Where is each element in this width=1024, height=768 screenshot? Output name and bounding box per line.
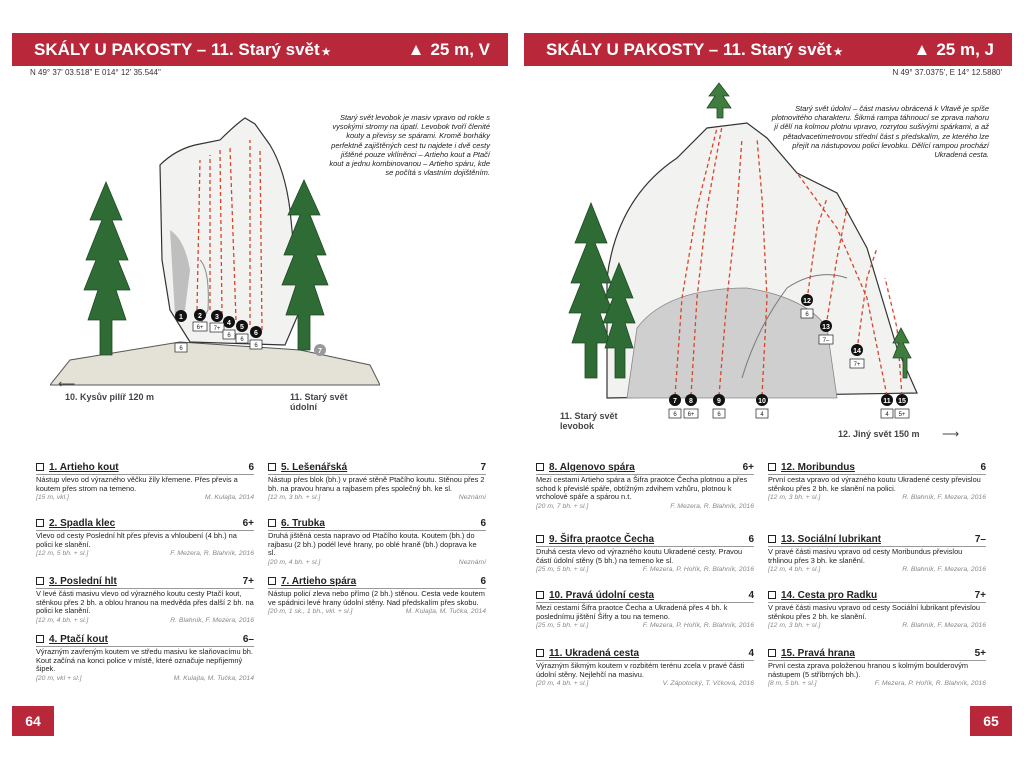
right-grade-box: 7– [822,338,830,344]
left-grade-box: 6 [254,343,258,349]
route-item: 5. Lešenářská 7 Nástup přes blok (bh.) v pravé stěně Ptačího koutu. Stěnou přes 2 bh. na pravou hranu a rajbasem přes společný bh. ke sl. [12 m, 3 bh. + sl.] Neznámí [268,462,486,502]
route-item: 1. Artieho kout 6 Nástup vlevo od výrazného věčku žíly křemene. Přes převis a koutem přes strom na temeno. [15 m, vkl.] M. Kulajta, 2014 [36,462,254,502]
right-coords: N 49° 37.0375', E 14° 12.5880' [892,68,1002,77]
right-page [512,0,1024,768]
arrow-right-icon: ⟶ [942,427,960,441]
checkbox-icon [36,463,44,471]
checkbox-icon [36,577,44,585]
checkbox-icon [768,591,776,599]
right-label-left: 11. Starý svět levobok [560,411,618,431]
left-grade-box: 6 [240,337,244,343]
left-grade-box: 7+ [213,326,221,332]
route-item: 7. Artieho spára 6 Nástup policí zleva nebo přímo (2 bh.) stěnou. Cesta vede koutem ve spádnici levé hrany údolní stěny. Nad předskalím přes skobu. [20 m, 1 sk., 1 bh., vkl. + sl.] M. Kulajta, M. Tučka, 2014 [268,576,486,616]
left-header [12,33,508,66]
route-item: 6. Trubka 6 Druhá jištěná cesta napravo od Ptačího kouta. Koutem (bh.) do rajbasu (2 bh.) podél levé hrany, po oblé hraně (bh.) doprava ke sl. [20 m, 4 bh. + sl.] Neznámí [268,518,486,566]
left-grade-box: 6+ [196,325,204,331]
right-route-marker: 10 [758,398,766,405]
checkbox-icon [268,519,276,527]
left-label-valley: 11. Starý svět údolní [290,392,348,412]
right-route-marker: 9 [717,398,721,405]
left-route-marker: 1 [179,314,183,321]
right-route-marker: 14 [853,348,861,355]
left-route-marker: 5 [240,324,244,331]
left-coords: N 49° 37' 03.518" E 014° 12' 35.544" [30,68,161,77]
right-route-marker: 12 [803,298,811,305]
right-grade-box: 7+ [853,362,861,368]
route-item: 15. Pravá hrana 5+ První cesta zprava položenou hranou s kolmým boulderovým nástupem (5 stříbrných bh.). [8 m, 5 bh. + sl.] F. Mezera, P. Hořík, R. Blahník, 2016 [768,648,986,688]
checkbox-icon [536,535,544,543]
right-grade-box: 6 [673,412,677,418]
right-label-right: 12. Jiný svět 150 m [838,429,920,439]
right-route-marker: 11 [883,398,891,405]
checkbox-icon [768,463,776,471]
left-grade-box: 6 [227,333,231,339]
left-grade-box: 6 [179,346,183,352]
page-number: 64 [12,706,54,736]
checkbox-icon [268,463,276,471]
mountain-icon: ▲ [913,39,931,59]
right-route-marker: 7 [673,398,677,405]
checkbox-icon [536,591,544,599]
route-item: 13. Sociální lubrikant 7– V pravé části masivu vpravo od cesty Moribundus převislou trhlinou přes 3 bh. ke slanění. [12 m, 4 bh. + sl.] R. Blahník, F. Mezera, 2016 [768,534,986,574]
checkbox-icon [768,649,776,657]
left-route-marker: 2 [198,313,202,320]
right-description: Starý svět údolní – část masivu obrácená k Vltavě je spíše plotnovitého charakteru. Šikmá rampa táhnoucí se zprava nahoru jí dělí na kolmou plotnu vpravo, rozrytou sušivými spárkami, a až pětadvacetimetrovou střední část s předskalím, ze kterého lze přejít na nástupovou polici levobku. Dělící rampou prochází Ukradená cesta. [771,104,989,160]
right-grade-box: 6 [805,312,809,318]
left-description: Starý svět levobok je masiv vpravo od rokle s vysokými stromy na úpatí. Levobok tvoří členité kouty a převisy se spárami. Kromě borháky perfektně zajištěných cest tu najdete i dvě cesty jištěné pouze vklíněnci – Artieho kout a Ptačí kout a jednu kombinovanou – Artieho spáru, kde se počítá s vlastním dojištěním. [329,113,490,178]
route-item: 2. Spadla klec 6+ Vlevo od cesty Poslední hlt přes převis a vhloubení (4 bh.) na polici ke slanění. [12 m, 5 bh. + sl.] F. Mezera, R. Blahník, 2016 [36,518,254,558]
right-grade-box: 5+ [898,412,906,418]
left-route-marker: 6 [254,330,258,337]
right-header [524,33,1012,66]
checkbox-icon [36,519,44,527]
left-route-marker: 7 [318,348,322,355]
right-header-meta: ▲ 25 m, J [913,39,994,59]
left-header-meta: ▲ 25 m, V [407,39,490,59]
route-item: 8. Algenovo spára 6+ Mezi cestami Artieho spára a Šifra praotce Čecha plotnou a přes schod k převislé spáře, obtížným zdvihem vzhůru, plotnou k vrcholové spáře a spárou n.t. [20 m, 7 bh. + sl.] F. Mezera, R. Blahník, 2016 [536,462,754,510]
route-item: 11. Ukradená cesta 4 Výrazným šikmým koutem v rozbitém terénu zcela v pravé části údolní stěny. Nejlehčí na masivu. [20 m, 4 bh. + sl.] V. Zápotocký, T. Včková, 2016 [536,648,754,688]
right-header-title: SKÁLY U PAKOSTY – 11. Starý svět ★ [546,39,843,59]
checkbox-icon [536,463,544,471]
checkbox-icon [536,649,544,657]
mountain-icon: ▲ [407,39,425,59]
right-grade-box: 6+ [687,412,695,418]
right-route-marker: 8 [689,398,693,405]
arrow-left-icon: ⟵ [58,377,76,391]
route-item: 14. Cesta pro Radku 7+ V pravé části masivu vpravo od cesty Sociální lubrikant převislou stěnkou přes 2 bh. ke slanění. [12 m, 3 bh. + sl.] R. Blahník, F. Mezera, 2016 [768,590,986,630]
right-route-marker: 13 [822,324,830,331]
left-route-marker: 3 [215,314,219,321]
left-header-title: SKÁLY U PAKOSTY – 11. Starý svět ★ [34,39,331,59]
right-grade-box: 4 [885,412,889,418]
route-item: 4. Ptačí kout 6– Výrazným zavřeným koutem ve středu masivu ke slaňovacímu bh. Kout začíná na konci police v místě, které označuje nepřijemný šipek. [20 m, vkl + sl.] M. Kulajta, M. Tučka, 2014 [36,634,254,682]
right-grade-box: 4 [760,412,764,418]
right-grade-box: 6 [717,412,721,418]
route-item: 9. Šifra praotce Čecha 6 Druhá cesta vlevo od výrazného koutu Ukradené cesty. Pravou částí údolní stěny (5 bh.) na temeno ke sl. [25 m, 5 bh. + sl.] F. Mezera, P. Hořík, R. Blahník, 2016 [536,534,754,574]
checkbox-icon [36,635,44,643]
checkbox-icon [768,535,776,543]
route-item: 10. Pravá údolní cesta 4 Mezi cestami Šifra praotce Čecha a Ukradená přes 4 bh. k poslednímu jištění Šifry a tou na temeno. [25 m, 5 bh. + sl.] F. Mezera, P. Hořík, R. Blahník, 2016 [536,590,754,630]
right-route-marker: 15 [898,398,906,405]
route-item: 12. Moribundus 6 První cesta vpravo od výrazného koutu Ukradené cesty převislou stěnkou přes 2 bh. ke slanění na polici. [12 m, 3 bh. + sl.] R. Blahník, F. Mezera, 2016 [768,462,986,502]
left-label-pillar: 10. Kysův pilíř 120 m [65,392,155,402]
route-item: 3. Poslední hlt 7+ V levé části masivu vlevo od výrazného koutu cesty Ptačí kout, stěnkou přes 2 bh. a oblou hranou na medvěda přes další 2 bh. na polici ke slanění. [12 m, 4 bh. + sl.] R. Blahník, F. Mezera, 2016 [36,576,254,624]
page-number: 65 [970,706,1012,736]
left-route-marker: 4 [227,320,231,327]
checkbox-icon [268,577,276,585]
